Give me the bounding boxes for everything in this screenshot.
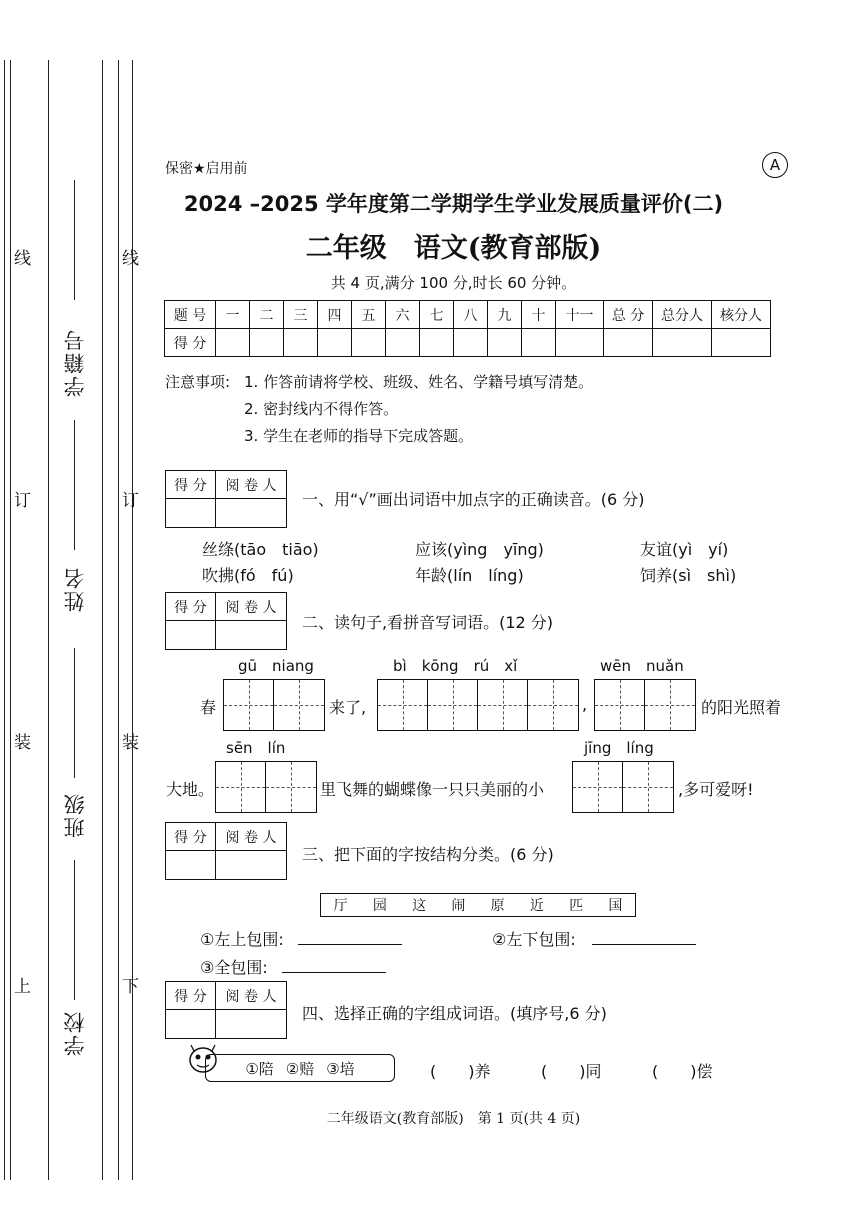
label-student-id: 学籍号 — [63, 328, 87, 397]
answer-boxes-bikongruxi[interactable] — [377, 679, 579, 731]
score-cell[interactable] — [653, 329, 712, 357]
table-cell: 五 — [352, 301, 386, 329]
sentence-text: 大地。 — [166, 780, 215, 799]
note-item: 3. 学生在老师的指导下完成答题。 — [244, 427, 474, 445]
character: 原 — [490, 898, 505, 914]
school-field[interactable] — [74, 860, 75, 1000]
grader-reviewer-cell[interactable] — [216, 851, 286, 879]
fill-blank[interactable]: ( )同 — [541, 1062, 602, 1081]
char-cell[interactable] — [528, 680, 578, 730]
table-cell: 一 — [216, 301, 250, 329]
score-cell[interactable] — [604, 329, 653, 357]
char-cell[interactable] — [224, 680, 274, 730]
char-cell[interactable] — [645, 680, 695, 730]
score-cell[interactable] — [352, 329, 386, 357]
grader-reviewer-cell[interactable] — [216, 499, 286, 527]
score-cell[interactable] — [284, 329, 318, 357]
category-answer-2[interactable] — [592, 944, 696, 945]
category-label: ②左下包围: — [492, 930, 576, 949]
category-label: ③全包围: — [200, 958, 268, 977]
class-field[interactable] — [74, 648, 75, 778]
sentence-text: ,多可爱呀! — [678, 780, 754, 799]
score-table — [164, 300, 771, 357]
table-cell: 二 — [250, 301, 284, 329]
grader-score-label: 得 分 — [166, 982, 216, 1010]
character: 园 — [372, 898, 387, 914]
score-cell[interactable] — [522, 329, 556, 357]
q1-title: 一、用“√”画出词语中加点字的正确读音。(6 分) — [302, 490, 645, 509]
table-cell: 八 — [454, 301, 488, 329]
sentence-text: 春 — [200, 698, 217, 717]
char-cell[interactable] — [216, 762, 266, 812]
fill-blank[interactable]: ( )偿 — [652, 1062, 713, 1081]
char-cell[interactable] — [595, 680, 645, 730]
table-cell: 核分人 — [712, 301, 771, 329]
table-cell: 四 — [318, 301, 352, 329]
grader-score-cell[interactable] — [166, 1010, 216, 1038]
page-footer: 二年级语文(教育部版) 第 1 页(共 4 页) — [326, 1111, 581, 1127]
score-table-row — [165, 329, 771, 357]
sentence-text: 来了, — [329, 698, 367, 717]
name-field[interactable] — [74, 420, 75, 550]
option-box — [205, 1054, 395, 1082]
grader-reviewer-label: 阅 卷 人 — [216, 471, 286, 499]
q1-word[interactable]: 应该(yìng yīng) — [415, 540, 544, 559]
char-cell[interactable] — [266, 762, 316, 812]
table-cell: 题 号 — [165, 301, 216, 329]
grader-reviewer-cell[interactable] — [216, 621, 286, 649]
table-cell: 总 分 — [604, 301, 653, 329]
character: 匹 — [569, 898, 584, 914]
grader-reviewer-label: 阅 卷 人 — [216, 593, 286, 621]
char-cell[interactable] — [623, 762, 673, 812]
score-cell[interactable] — [216, 329, 250, 357]
seal-text: 装 — [122, 733, 139, 753]
label-name: 姓名 — [63, 566, 87, 612]
answer-boxes-wennuan[interactable] — [594, 679, 696, 731]
q1-word[interactable]: 年龄(lín líng) — [415, 566, 524, 585]
seal-text: 装 — [14, 733, 31, 753]
answer-boxes-jingling[interactable] — [572, 761, 674, 813]
note-item: 2. 密封线内不得作答。 — [244, 400, 399, 418]
notes-label: 注意事项: — [165, 373, 231, 391]
table-cell: 六 — [386, 301, 420, 329]
label-school: 学校 — [63, 1010, 87, 1056]
category-label: ①左上包围: — [200, 930, 284, 949]
pinyin: sēn lín — [226, 739, 286, 757]
score-cell[interactable] — [712, 329, 771, 357]
answer-boxes-senlin[interactable] — [215, 761, 317, 813]
seal-text: 订 — [14, 491, 31, 511]
exam-subtitle: 二年级 语文(教育部版) — [305, 233, 602, 264]
table-cell: 得 分 — [165, 329, 216, 357]
grader-reviewer-label: 阅 卷 人 — [216, 823, 286, 851]
score-table-header — [165, 301, 771, 329]
table-cell: 三 — [284, 301, 318, 329]
pinyin: wēn nuǎn — [600, 657, 684, 675]
char-cell[interactable] — [428, 680, 478, 730]
character: 闹 — [451, 898, 466, 914]
score-cell[interactable] — [318, 329, 352, 357]
grader-box — [165, 981, 287, 1039]
pinyin: jīng líng — [584, 739, 654, 757]
grader-score-cell[interactable] — [166, 499, 216, 527]
grader-reviewer-label: 阅 卷 人 — [216, 982, 286, 1010]
char-cell[interactable] — [274, 680, 324, 730]
character-list — [320, 893, 636, 917]
character: 这 — [412, 898, 427, 914]
char-cell[interactable] — [378, 680, 428, 730]
confidential-label: 保密★启用前 — [165, 161, 248, 177]
q1-word[interactable]: 吹拂(fó fú) — [202, 566, 294, 585]
seal-text: 订 — [122, 491, 139, 511]
table-cell: 十 — [522, 301, 556, 329]
q1-word[interactable]: 饲养(sì shì) — [640, 566, 737, 585]
grader-score-label: 得 分 — [166, 593, 216, 621]
char-cell[interactable] — [478, 680, 528, 730]
answer-boxes-guniang[interactable] — [223, 679, 325, 731]
grader-reviewer-cell[interactable] — [216, 1010, 286, 1038]
table-cell: 九 — [488, 301, 522, 329]
character: 近 — [529, 898, 544, 914]
note-item: 1. 作答前请将学校、班级、姓名、学籍号填写清楚。 — [244, 373, 594, 391]
seal-text: 线 — [122, 249, 139, 269]
grader-box — [165, 592, 287, 650]
sentence-text: 的阳光照着 — [701, 698, 782, 717]
score-cell[interactable] — [420, 329, 454, 357]
pinyin: bì kōng rú xǐ — [393, 657, 518, 675]
character: 厅 — [333, 898, 348, 914]
score-cell[interactable] — [386, 329, 420, 357]
table-cell: 总分人 — [653, 301, 712, 329]
category-answer-3[interactable] — [282, 972, 386, 973]
option: ③培 — [326, 1059, 355, 1078]
q3-title: 三、把下面的字按结构分类。(6 分) — [302, 845, 554, 864]
char-cell[interactable] — [573, 762, 623, 812]
q2-title: 二、读句子,看拼音写词语。(12 分) — [302, 613, 554, 632]
grader-score-cell[interactable] — [166, 851, 216, 879]
pinyin: gū niang — [238, 657, 314, 675]
score-cell[interactable] — [250, 329, 284, 357]
score-cell[interactable] — [454, 329, 488, 357]
grader-box — [165, 470, 287, 528]
option: ①陪 — [245, 1059, 274, 1078]
table-cell: 十一 — [556, 301, 604, 329]
seal-text: 线 — [14, 249, 31, 269]
grader-box — [165, 822, 287, 880]
option: ②赔 — [285, 1059, 315, 1078]
exam-info: 共 4 页,满分 100 分,时长 60 分钟。 — [330, 274, 577, 292]
grader-score-label: 得 分 — [166, 471, 216, 499]
q4-title: 四、选择正确的字组成词语。(填序号,6 分) — [302, 1004, 607, 1023]
score-cell[interactable] — [488, 329, 522, 357]
sentence-text: , — [582, 695, 588, 714]
label-class: 班级 — [63, 792, 87, 838]
q1-word[interactable]: 丝绦(tāo tiāo) — [202, 540, 319, 559]
seal-text: 下 — [122, 977, 139, 997]
character: 国 — [608, 898, 623, 914]
sentence-text: 里飞舞的蝴蝶像一只只美丽的小 — [320, 780, 545, 799]
exam-title: 2024 –2025 学年度第二学期学生学业发展质量评价(二) — [183, 192, 724, 216]
table-cell: 七 — [420, 301, 454, 329]
grader-score-cell[interactable] — [166, 621, 216, 649]
grader-score-label: 得 分 — [166, 823, 216, 851]
category-answer-1[interactable] — [298, 944, 402, 945]
version-badge: A — [762, 152, 788, 178]
fill-blank[interactable]: ( )养 — [430, 1062, 491, 1081]
score-cell[interactable] — [556, 329, 604, 357]
seal-text: 上 — [14, 977, 31, 997]
q1-word[interactable]: 友谊(yì yí) — [640, 540, 729, 559]
